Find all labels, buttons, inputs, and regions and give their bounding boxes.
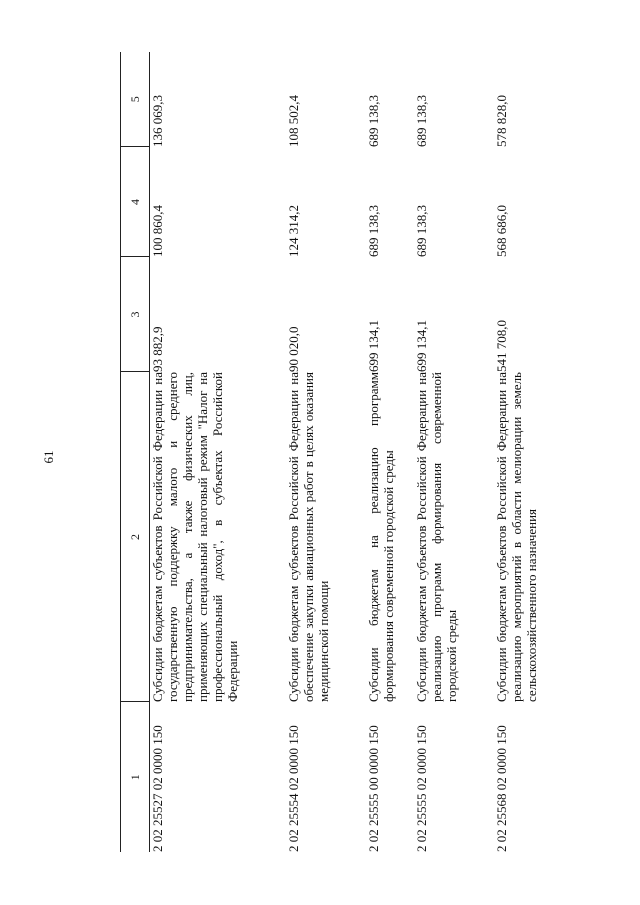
row-code: 2 02 25555 00 0000 150: [366, 725, 381, 852]
row-value-4: 689 138,3: [366, 205, 381, 257]
table-row: [414, 52, 494, 852]
row-value-4: 689 138,3: [414, 205, 429, 257]
row-code: 2 02 25527 02 0000 150: [150, 725, 165, 852]
row-value-3: 699 134,1: [414, 320, 429, 372]
row-value-5: 578 828,0: [494, 95, 509, 147]
header-col-1: 1: [121, 702, 150, 852]
header-row: [121, 52, 150, 852]
table-header: [121, 52, 150, 852]
row-description: Субсидии бюджетам субъектов Российской Федерации на реализацию программ формирования современной городской среды: [414, 372, 459, 702]
row-description: Субсидии бюджетам субъектов Российской Федерации на реализацию мероприятий в области мелиорации земель сельскохозяйственного назначения: [494, 372, 539, 702]
row-value-3: 699 134,1: [366, 320, 381, 372]
table-row: [150, 52, 287, 852]
table-row: [494, 52, 550, 852]
header-col-3: 3: [121, 257, 150, 372]
row-value-5: 689 138,3: [414, 95, 429, 147]
row-code: 2 02 25555 02 0000 150: [414, 725, 429, 852]
page-number: 61: [41, 450, 56, 464]
rotated-table-container: [120, 52, 539, 852]
row-description: Субсидии бюджетам на реализацию программ формирования современной городской среды: [366, 372, 396, 702]
row-description: Субсидии бюджетам субъектов Российской Федерации на обеспечение закупки авиационных работ в целях оказания медицинской помощи: [286, 372, 331, 702]
row-value-4: 100 860,4: [150, 205, 165, 257]
row-value-5: 108 502,4: [286, 95, 301, 147]
table-body: [150, 52, 551, 852]
row-value-3: 90 020,0: [286, 326, 301, 372]
table-row: [366, 52, 414, 852]
row-value-3: 93 882,9: [150, 326, 165, 372]
row-value-4: 568 686,0: [494, 205, 509, 257]
row-value-4: 124 314,2: [286, 205, 301, 257]
row-value-5: 136 069,3: [150, 95, 165, 147]
header-col-5: 5: [121, 52, 150, 147]
table-row: [286, 52, 366, 852]
row-value-3: 541 708,0: [494, 320, 509, 372]
row-value-5: 689 138,3: [366, 95, 381, 147]
budget-table: [120, 52, 550, 852]
row-code: 2 02 25568 02 0000 150: [494, 725, 509, 852]
header-col-4: 4: [121, 147, 150, 257]
row-code: 2 02 25554 02 0000 150: [286, 725, 301, 852]
row-description: Субсидии бюджетам субъектов Российской Федерации на государственную поддержку малого и среднего предпринимательства, а также физических лиц, применяющих специальный налоговый режим "Налог на профессиональный доход", в субъектах Российской Федерации: [150, 372, 240, 702]
header-col-2: 2: [121, 372, 150, 702]
